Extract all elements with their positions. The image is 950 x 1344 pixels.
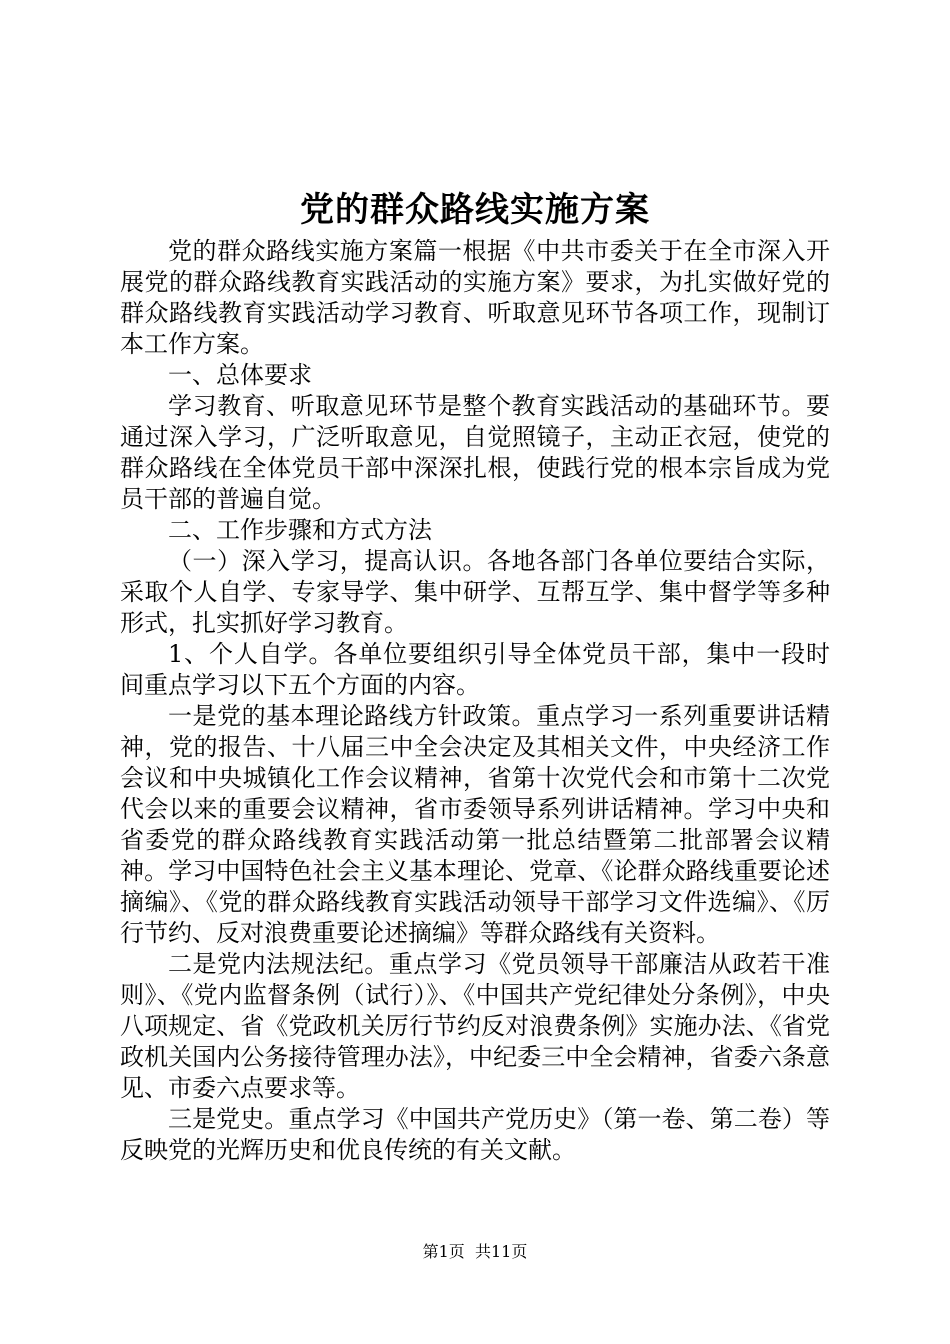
footer-gap (465, 1242, 475, 1261)
paragraph-self-study: 1、个人自学。各单位要组织引导全体党员干部，集中一段时间重点学习以下五个方面的内容。 (120, 640, 830, 699)
page-footer (0, 1240, 950, 1264)
paragraph-regulations: 二是党内法规法纪。重点学习《党员领导干部廉洁从政若干准则》、《党内监督条例（试行）》、《中国共产党纪律处分条例》，中央八项规定、省《党政机关厉行节约反对浪费条例》实施办法、《省党政机关国内公务接待管理办法》，中纪委三中全会精神，省委六条意见、市委六点要求等。 (120, 950, 830, 1102)
page-total: 共11页 (474, 1242, 528, 1261)
paragraph-general-requirements: 学习教育、听取意见环节是整个教育实践活动的基础环节。要通过深入学习，广泛听取意见，自觉照镜子，主动正衣冠，使党的群众路线在全体党员干部中深深扎根，使践行党的根本宗旨成为党员干部的普遍自觉。 (120, 392, 830, 513)
document-body (120, 236, 830, 1166)
paragraph-intro: 党的群众路线实施方案篇一根据《中共市委关于在全市深入开展党的群众路线教育实践活动的实施方案》要求，为扎实做好党的群众路线教育实践活动学习教育、听取意见环节各项工作，现制订本工作方案。 (120, 237, 830, 358)
page-number: 第1页 (422, 1242, 465, 1261)
paragraph-theory: 一是党的基本理论路线方针政策。重点学习一系列重要讲话精神，党的报告、十八届三中全会决定及其相关文件，中央经济工作会议和中央城镇化工作会议精神，省第十次党代会和市第十二次党代会以来的重要会议精神，省市委领导系列讲话精神。学习中央和省委党的群众路线教育实践活动第一批总结暨第二批部署会议精神。学习中国特色社会主义基本理论、党章、《论群众路线重要论述摘编》、《党的群众路线教育实践活动领导干部学习文件选编》、《厉行节约、反对浪费重要论述摘编》等群众路线有关资料。 (120, 702, 830, 947)
document-title: 党的群众路线实施方案 (300, 190, 650, 230)
paragraph-party-history: 三是党史。重点学习《中国共产党历史》（第一卷、第二卷）等反映党的光辉历史和优良传统的有关文献。 (120, 1105, 830, 1164)
heading-work-steps: 二、工作步骤和方式方法 (168, 516, 432, 544)
heading-general-requirements: 一、总体要求 (168, 361, 312, 389)
paragraph-deep-study: （一）深入学习，提高认识。各地各部门各单位要结合实际，采取个人自学、专家导学、集中研学、互帮互学、集中督学等多种形式，扎实抓好学习教育。 (120, 547, 830, 637)
